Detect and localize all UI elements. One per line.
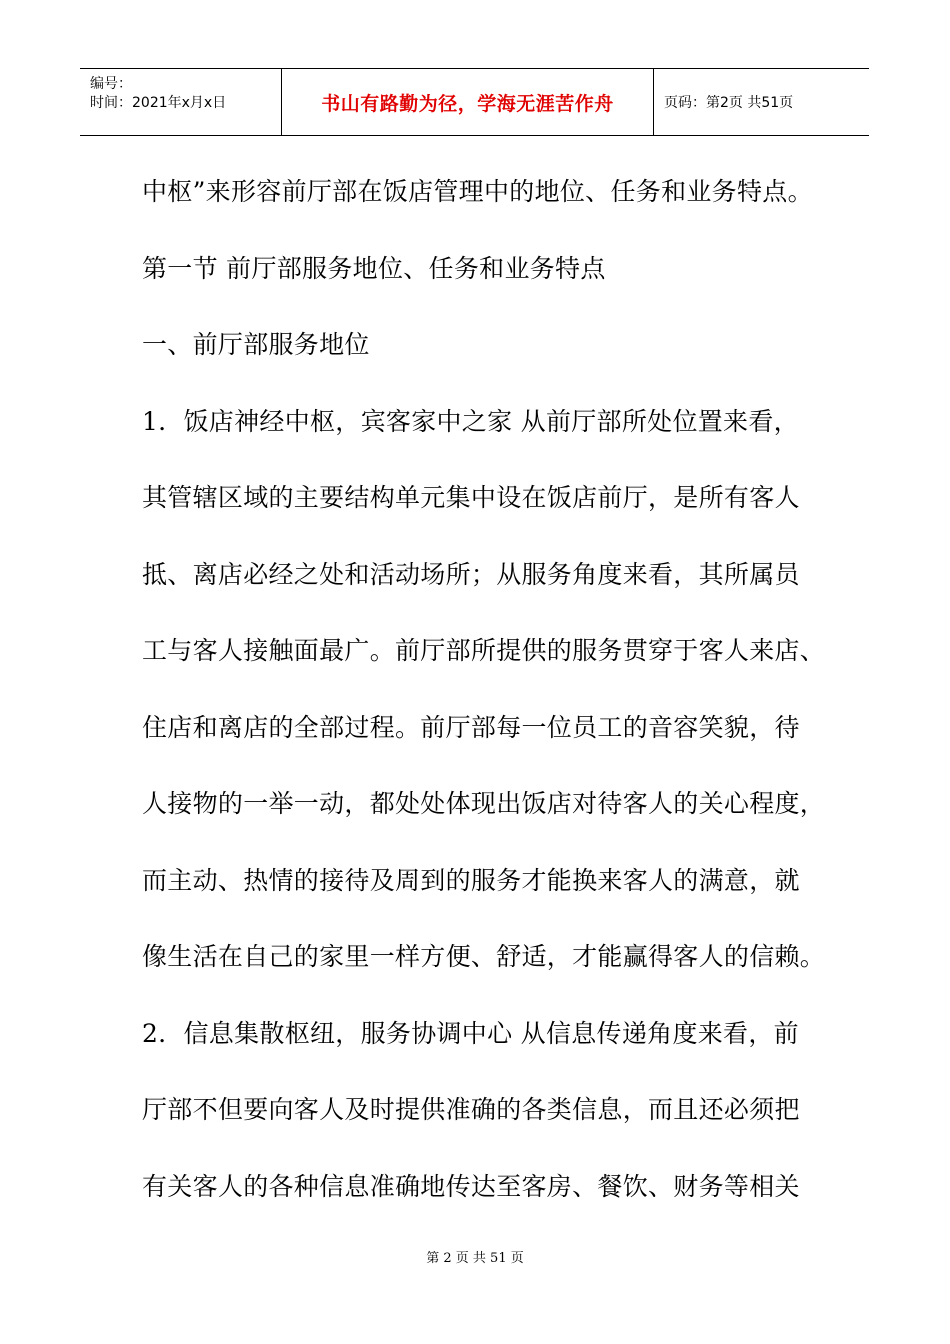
header-page-info: 页码：第2页 共51页 [664,95,794,111]
footer-page-number: 第 2 页 共 51 页 [426,1251,524,1266]
document-date-label: 时间：2021年x月x日 [90,95,227,111]
header-motto: 书山有路勤为径，学海无涯苦作舟 [321,92,614,115]
document-number-label: 编号： [90,76,132,92]
body-line: 抵、离店必经之处和活动场所；从服务角度来看，其所属员 [142,559,800,589]
header-motto-cell [281,69,654,135]
body-line: 而主动、热情的接待及周到的服务才能换来客人的满意，就 [142,865,800,895]
page-footer [0,1247,950,1266]
body-line: 人接物的一举一动，都处处体现出饭店对待客人的关心程度， [142,789,826,818]
header-page-cell [654,69,869,135]
header-meta-cell [80,69,281,135]
body-line: 工与客人接触面最广。前厅部所提供的服务贯穿于客人来店、 [142,636,826,665]
body-line: 厅部不但要向客人及时提供准确的各类信息，而且还必须把 [142,1095,800,1124]
page-header [80,68,869,136]
body-line: 有关客人的各种信息准确地传达至客房、餐饮、财务等相关 [142,1171,800,1201]
body-line: 2．信息集散枢纽，服务协调中心 从信息传递角度来看，前 [142,1018,799,1048]
section-heading: 第一节 前厅部服务地位、任务和业务特点 [142,253,606,283]
body-line: 中枢”来形容前厅部在饭店管理中的地位、任务和业务特点。 [142,177,813,206]
body-line: 像生活在自己的家里一样方便、舒适，才能赢得客人的信赖。 [142,942,826,971]
body-line: 住店和离店的全部过程。前厅部每一位员工的音容笑貌，待 [142,712,800,742]
body-line: 1．饭店神经中枢，宾客家中之家 从前厅部所处位置来看， [142,406,799,436]
document-body [142,162,842,1233]
subsection-heading: 一、前厅部服务地位 [142,330,370,359]
body-line: 其管辖区域的主要结构单元集中设在饭店前厅，是所有客人 [142,483,800,512]
